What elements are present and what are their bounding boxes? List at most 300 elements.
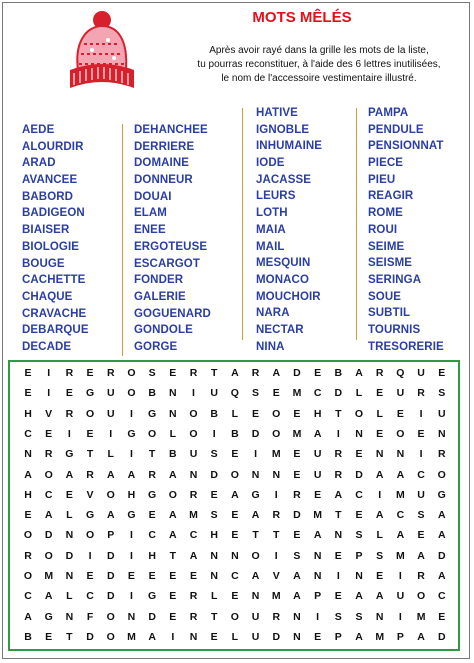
word-item: ROUI <box>368 223 398 236</box>
instruction-line: tu pourras reconstituer, à l'aide des 6 lettres inutilisées, <box>197 59 441 70</box>
grid-letter: S <box>417 509 425 522</box>
grid-letter: E <box>334 549 342 562</box>
grid-letter: C <box>24 590 32 603</box>
grid-letter: E <box>293 468 301 481</box>
word-item: JACASSE <box>256 173 312 186</box>
grid-letter: O <box>23 529 33 542</box>
grid-letter: G <box>148 407 157 420</box>
grid-letter: R <box>189 367 198 379</box>
grid-letter: A <box>355 590 363 603</box>
grid-letter: E <box>314 630 322 643</box>
grid-letter: O <box>106 610 115 623</box>
grid-letter: P <box>355 549 363 562</box>
grid-letter: R <box>189 610 198 623</box>
column-separator <box>242 108 243 340</box>
grid-letter: I <box>171 630 175 643</box>
word-item: ESCARGOT <box>134 257 200 270</box>
grid-letter: U <box>210 387 218 400</box>
word-item: BABORD <box>22 190 74 203</box>
grid-letter: E <box>127 570 135 582</box>
grid-letter: G <box>85 387 95 400</box>
grid-letter: D <box>355 468 363 481</box>
grid-letter: A <box>355 630 363 643</box>
word-item: PIECE <box>368 157 404 170</box>
grid-letter: S <box>334 610 342 623</box>
grid-letter: E <box>293 448 301 461</box>
column-separator <box>122 124 123 356</box>
grid-letter: A <box>148 630 156 643</box>
grid-letter: I <box>67 427 71 440</box>
grid-letter: T <box>210 367 218 379</box>
grid-letter: O <box>23 570 33 582</box>
grid-letter: N <box>65 570 74 582</box>
grid-letter: E <box>210 630 218 643</box>
grid-letter: S <box>210 448 218 461</box>
grid-letter: R <box>251 367 260 379</box>
grid-row <box>20 387 450 399</box>
grid-letter: N <box>396 448 405 461</box>
grid-letter: B <box>148 387 156 400</box>
grid-letter: E <box>376 570 384 582</box>
grid-letter: M <box>271 590 281 603</box>
grid-letter: R <box>334 468 343 481</box>
grid-letter: I <box>192 387 195 400</box>
grid-letter: A <box>44 590 53 603</box>
grid-letter: I <box>212 427 216 440</box>
grid-letter: E <box>169 570 177 582</box>
word-item: SOUE <box>368 290 401 303</box>
grid-letter: R <box>106 367 115 379</box>
grid-letter: M <box>127 630 136 643</box>
word-item: GORGE <box>134 340 178 353</box>
grid-letter: A <box>417 549 425 562</box>
grid-letter: C <box>189 529 198 542</box>
grid-letter: L <box>169 427 177 440</box>
grid-letter: I <box>47 367 51 379</box>
grid-letter: U <box>189 448 198 461</box>
grid-letter: D <box>65 549 74 562</box>
grid-letter: A <box>169 529 177 542</box>
grid-letter: U <box>396 590 405 603</box>
word-item: BOUGE <box>22 257 65 270</box>
grid-letter: E <box>334 590 342 603</box>
word-item: TOURNIS <box>368 323 421 336</box>
grid-letter: R <box>375 367 384 379</box>
grid-letter: D <box>44 529 53 542</box>
grid-letter: N <box>189 630 198 643</box>
grid-letter: E <box>272 387 280 400</box>
grid-letter: N <box>272 468 281 481</box>
grid-letter: N <box>210 570 218 582</box>
grid-letter: I <box>274 549 278 562</box>
grid-letter: C <box>24 427 32 440</box>
grid-letter: D <box>251 427 260 440</box>
grid-letter: O <box>106 630 115 643</box>
grid-row <box>20 611 450 623</box>
word-item: ENEE <box>134 224 166 237</box>
grid-letter: O <box>189 427 198 440</box>
grid-letter: A <box>106 468 115 481</box>
grid-letter: D <box>272 630 281 643</box>
grid-letter: M <box>375 630 385 643</box>
grid-letter: O <box>85 407 95 420</box>
grid-letter: N <box>24 448 32 461</box>
grid-letter: E <box>355 509 363 522</box>
grid-letter: B <box>210 407 218 420</box>
grid-letter: O <box>85 529 95 542</box>
grid-letter: E <box>231 590 239 603</box>
grid-letter: E <box>45 630 53 643</box>
grid-letter: A <box>65 468 74 481</box>
grid-letter: A <box>127 468 136 481</box>
grid-letter: G <box>85 509 95 522</box>
grid-letter: S <box>355 610 363 623</box>
grid-letter: L <box>376 529 383 542</box>
grid-letter: B <box>231 427 239 440</box>
grid-letter: H <box>127 488 136 501</box>
grid-letter: S <box>252 387 260 400</box>
word-item: MAIA <box>256 223 286 236</box>
instruction-line: Après avoir rayé dans la grille les mots de la liste, <box>209 45 429 56</box>
grid-letter: R <box>437 448 446 461</box>
grid-letter: C <box>396 509 405 522</box>
grid-letter: N <box>189 468 198 481</box>
grid-letter: I <box>378 488 382 501</box>
grid-letter: E <box>438 367 446 379</box>
grid-row <box>20 570 450 582</box>
grid-letter: S <box>210 509 218 522</box>
grid-letter: A <box>106 509 115 522</box>
grid-letter: U <box>417 367 425 379</box>
grid-row <box>20 509 450 521</box>
grid-letter: E <box>314 367 322 379</box>
grid-letter: L <box>66 509 73 522</box>
grid-letter: A <box>24 610 32 623</box>
grid-letter: D <box>148 610 156 623</box>
grid-letter: B <box>169 448 177 461</box>
word-item: GOGUENARD <box>134 307 211 320</box>
grid-letter: A <box>251 570 260 582</box>
grid-row <box>20 529 450 541</box>
grid-letter: E <box>189 570 197 582</box>
grid-letter: E <box>65 387 73 400</box>
grid-letter: A <box>313 427 322 440</box>
grid-letter: I <box>254 448 258 461</box>
grid-letter: A <box>272 367 281 379</box>
grid-letter: T <box>273 529 280 542</box>
grid-letter: H <box>24 407 32 420</box>
grid-letter: O <box>272 407 281 420</box>
grid-letter: A <box>375 468 384 481</box>
grid-letter: I <box>336 570 340 582</box>
word-item: PENSIONNAT <box>368 140 444 153</box>
word-item: SEISME <box>368 257 413 270</box>
word-item: NINA <box>256 340 285 353</box>
grid-letter: P <box>334 630 342 643</box>
word-item: NECTAR <box>256 323 304 336</box>
word-item: ELAM <box>134 207 167 220</box>
word-list-column-4 <box>368 105 444 355</box>
grid-letter: E <box>86 427 94 440</box>
grid-letter: E <box>417 427 425 440</box>
grid-letter: U <box>313 468 322 481</box>
grid-letter: N <box>251 590 260 603</box>
grid-letter: N <box>169 387 177 400</box>
grid-letter: C <box>86 590 94 603</box>
grid-letter: N <box>65 610 74 623</box>
grid-letter: E <box>86 367 94 379</box>
word-item: AVANCEE <box>22 174 78 187</box>
grid-letter: A <box>417 630 425 643</box>
grid-letter: V <box>86 488 94 501</box>
grid-letter: G <box>148 590 157 603</box>
word-item: BIAISER <box>22 224 70 237</box>
grid-letter: T <box>210 610 218 623</box>
grid-letter: D <box>437 549 446 562</box>
grid-letter: N <box>210 549 218 562</box>
grid-letter: G <box>148 488 157 501</box>
word-list-column-3 <box>256 105 322 355</box>
grid-letter: N <box>169 407 177 420</box>
word-item: NARA <box>256 307 290 320</box>
grid-letter: A <box>169 468 177 481</box>
word-item: DEBARQUE <box>22 324 89 337</box>
word-item: IODE <box>256 157 285 170</box>
grid-letter: N <box>355 570 363 582</box>
grid-letter: S <box>438 387 446 400</box>
instructions <box>188 44 450 86</box>
grid-letter: A <box>437 509 446 522</box>
grid-letter: N <box>65 529 74 542</box>
grid-letter: A <box>375 509 384 522</box>
grid-letter: E <box>86 570 94 582</box>
grid-row <box>20 448 450 460</box>
grid-letter: M <box>189 509 198 522</box>
word-item: CACHETTE <box>22 274 86 287</box>
grid-letter: R <box>189 590 198 603</box>
grid-letter: E <box>231 529 239 542</box>
grid-letter: H <box>313 407 322 420</box>
grid-letter: E <box>252 407 260 420</box>
grid-letter: R <box>272 610 281 623</box>
word-item: ALOURDIR <box>22 140 84 153</box>
grid-letter: E <box>148 570 156 582</box>
word-item: DOMAINE <box>134 157 190 170</box>
grid-letter: Q <box>230 387 239 400</box>
grid-letter: I <box>129 529 133 542</box>
grid-letter: G <box>437 488 446 501</box>
grid-letter: H <box>24 488 32 501</box>
grid-letter: E <box>314 488 322 501</box>
grid-row <box>20 590 450 602</box>
word-item: LEURS <box>256 190 296 203</box>
grid-letter: O <box>127 387 136 400</box>
word-list-column-2 <box>134 122 211 356</box>
grid-letter: O <box>168 488 177 501</box>
grid-letter: N <box>375 610 384 623</box>
word-item: HATIVE <box>256 107 298 119</box>
grid-letter: T <box>86 448 94 461</box>
grid-letter: R <box>293 488 301 501</box>
grid-letter: A <box>189 549 198 562</box>
grid-letter: E <box>210 488 218 501</box>
grid-row <box>20 469 450 481</box>
grid-letter: G <box>127 427 136 440</box>
grid-row <box>20 408 450 420</box>
grid-letter: N <box>355 427 363 440</box>
grid-letter: S <box>355 529 363 542</box>
grid-letter: U <box>313 448 322 461</box>
grid-letter: N <box>437 427 446 440</box>
grid-letter: T <box>148 448 156 461</box>
grid-letter: M <box>396 549 405 562</box>
grid-letter: R <box>65 367 74 379</box>
grid-letter: C <box>148 529 156 542</box>
word-item: MONACO <box>256 273 309 286</box>
grid-letter: M <box>313 509 322 522</box>
grid-letter: N <box>231 549 239 562</box>
word-item: PIEU <box>368 173 396 186</box>
grid-letter: I <box>274 488 278 501</box>
grid-letter: U <box>106 407 115 420</box>
winter-hat-icon <box>64 10 136 98</box>
grid-letter: U <box>251 610 260 623</box>
grid-letter: C <box>44 488 53 501</box>
word-item: SERINGA <box>368 273 422 286</box>
grid-letter: S <box>148 367 156 379</box>
grid-letter: E <box>169 610 177 623</box>
word-item: IGNOBLE <box>256 123 310 136</box>
grid-letter: A <box>437 529 446 542</box>
word-item: MAIL <box>256 240 285 253</box>
grid-letter: N <box>127 610 136 623</box>
word-item: DOUAI <box>134 190 172 203</box>
grid-letter: G <box>44 610 53 623</box>
word-item: DERRIERE <box>134 140 195 153</box>
grid-letter: A <box>293 570 301 582</box>
grid-letter: E <box>293 407 301 420</box>
grid-letter: E <box>376 427 384 440</box>
grid-letter: D <box>106 570 115 582</box>
grid-letter: D <box>210 468 218 481</box>
column-separator <box>356 108 357 340</box>
word-item: DONNEUR <box>134 174 193 187</box>
grid-letter: E <box>376 387 384 400</box>
grid-letter: I <box>109 427 113 440</box>
grid-letter: O <box>148 427 157 440</box>
grid-letter: E <box>45 427 53 440</box>
grid-letter: A <box>251 509 260 522</box>
grid-letter: L <box>210 590 218 603</box>
grid-letter: E <box>438 610 446 623</box>
grid-letter: P <box>396 630 404 643</box>
grid-letter: A <box>231 367 239 379</box>
grid-letter: P <box>107 529 115 542</box>
grid-letter: R <box>86 468 94 481</box>
grid-letter: U <box>396 387 405 400</box>
grid-letter: O <box>230 468 239 481</box>
word-item: BIOLOGIE <box>22 240 80 253</box>
word-item: ERGOTEUSE <box>134 240 208 253</box>
grid-letter: A <box>24 468 32 481</box>
grid-letter: S <box>293 549 301 562</box>
word-item: LOTH <box>256 207 288 220</box>
grid-letter: U <box>106 387 115 400</box>
grid-letter: D <box>106 590 115 603</box>
grid-letter: O <box>416 590 426 603</box>
grid-letter: O <box>396 427 405 440</box>
word-item: DECADE <box>22 340 72 353</box>
grid-letter: B <box>334 367 343 379</box>
grid-letter: O <box>44 468 53 481</box>
grid-letter: N <box>293 610 301 623</box>
grid-letter: I <box>419 448 423 461</box>
grid-letter: T <box>66 630 73 643</box>
grid-letter: H <box>148 549 156 562</box>
grid-letter: R <box>65 407 74 420</box>
grid-letter: C <box>437 590 446 603</box>
grid-letter: I <box>316 610 320 623</box>
grid-letter: L <box>231 630 239 643</box>
grid-letter: R <box>44 448 53 461</box>
instruction-line: le nom de l'accessoire vestimentaire illustré. <box>221 73 417 84</box>
grid-letter: R <box>272 509 281 522</box>
grid-letter: R <box>334 448 343 461</box>
grid-letter: I <box>419 407 423 420</box>
grid-letter: G <box>251 488 260 501</box>
word-item: INHUMAINE <box>256 140 323 153</box>
word-item: BADIGEON <box>22 207 85 220</box>
grid-letter: E <box>169 367 177 379</box>
grid-letter: C <box>355 488 363 501</box>
grid-row <box>20 631 450 643</box>
grid-row <box>20 428 450 440</box>
word-list-column-1 <box>22 122 89 356</box>
word-item: SEIME <box>368 240 405 253</box>
grid-letter: A <box>313 529 322 542</box>
grid-letter: L <box>355 387 363 400</box>
grid-letter: L <box>376 407 383 420</box>
grid-letter: O <box>127 367 136 379</box>
grid-letter: N <box>313 570 322 582</box>
word-item: TRESORERIE <box>368 340 444 353</box>
grid-letter: U <box>417 488 425 501</box>
grid-letter: A <box>169 509 177 522</box>
grid-letter: D <box>293 509 301 522</box>
grid-letter: E <box>355 448 363 461</box>
grid-letter: C <box>313 387 322 400</box>
grid-letter: I <box>336 427 340 440</box>
grid-letter: P <box>314 590 322 603</box>
grid-letter: U <box>437 407 446 420</box>
word-item: AEDE <box>22 124 55 136</box>
grid-letter: A <box>334 488 343 501</box>
grid-letter: L <box>66 590 73 603</box>
grid-letter: D <box>334 387 343 400</box>
page-title: MOTS MÊLÉS <box>252 9 352 26</box>
grid-letter: L <box>107 448 114 461</box>
grid-letter: G <box>127 509 136 522</box>
grid-letter: A <box>293 590 301 603</box>
grid-letter: E <box>148 509 156 522</box>
grid-letter: M <box>292 387 302 400</box>
grid-letter: G <box>65 448 74 461</box>
grid-letter: D <box>437 630 446 643</box>
grid-letter: N <box>251 468 260 481</box>
grid-letter: H <box>210 529 218 542</box>
grid-letter: E <box>24 367 32 379</box>
word-item: PENDULE <box>368 123 424 136</box>
